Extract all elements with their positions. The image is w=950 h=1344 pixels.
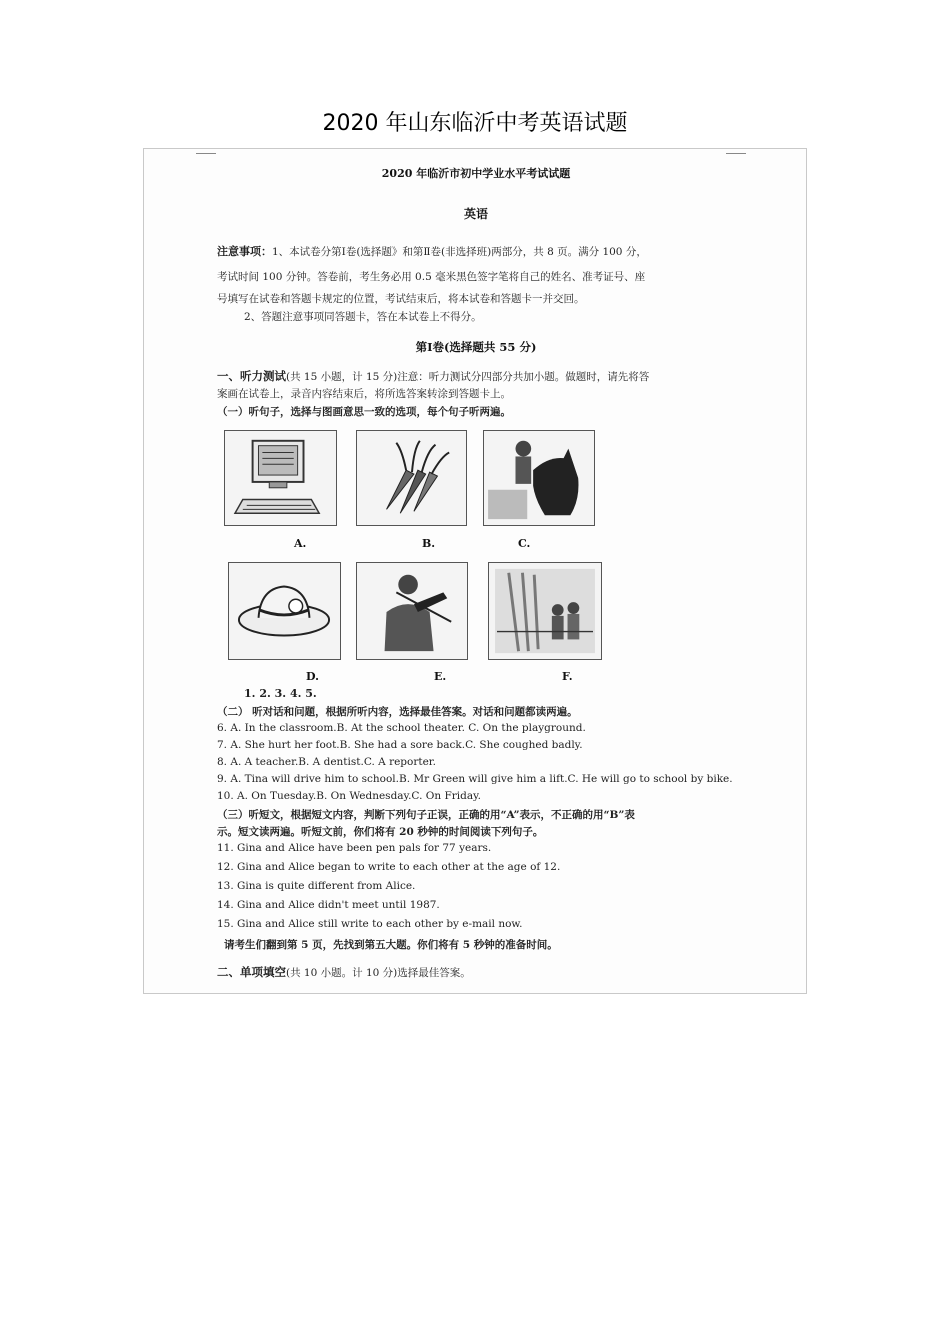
notice-line-2: 考试时间 100 分钟。答卷前，考生务必用 0.5 毫米黑色签字笔将自己的姓名、准考证号、座 (217, 271, 646, 283)
notice-line-4: 2、答题注意事项同答题卡，答在本试卷上不得分。 (244, 311, 482, 323)
sub-section-3-line-2: 示。短文读两遍。听短文前，你们将有 20 秒钟的时间阅读下列句子。 (217, 826, 544, 838)
violin-player-icon (357, 563, 467, 659)
picture-label-e: E. (434, 670, 447, 683)
question-15: 15. Gina and Alice still write to each other by e-mail now. (217, 918, 523, 930)
exam-subject: 英语 (463, 207, 488, 221)
section-2-desc: (共 10 小题。计 10 分)选择最佳答案。 (286, 967, 471, 979)
question-14: 14. Gina and Alice didn't meet until 1987. (217, 899, 440, 911)
part1-title: 第Ⅰ卷(选择题共 55 分) (415, 340, 537, 354)
notice-line-1 (217, 243, 647, 259)
exam-title: 2020 年临沂市初中学业水平考试试题 (381, 167, 571, 180)
waterfall-icon (489, 563, 601, 659)
page-title: 2020 年山东临沂中考英语试题 (322, 111, 628, 136)
question-12: 12. Gina and Alice began to write to each other at the age of 12. (217, 861, 561, 873)
picture-b (356, 430, 467, 526)
question-10: 10. A. On Tuesday.B. On Wednesday.C. On Friday. (217, 790, 481, 802)
crop-mark (196, 153, 216, 154)
question-6: 6. A. In the classroom.B. At the school theater. C. On the playground. (217, 722, 586, 734)
turn-page-note: 请考生们翻到第 5 页，先找到第五大题。你们将有 5 秒钟的准备时间。 (224, 939, 558, 951)
picture-label-d: D. (306, 670, 319, 683)
sub-section-2: （二） 听对话和问题，根据所听内容，选择最佳答案。对话和问题都读两遍。 (217, 706, 578, 718)
sub-section-1: （一）听句子，选择与图画意思一致的选项，每个句子听两遍。 (217, 406, 511, 418)
listening-intro (217, 368, 649, 384)
picture-label-a: A. (294, 537, 307, 550)
picture-label-c: C. (518, 537, 531, 550)
question-11: 11. Gina and Alice have been pen pals for 77 years. (217, 842, 492, 854)
notice-line-3: 号填写在试卷和答题卡规定的位置，考试结束后，将本试卷和答题卡一并交回。 (217, 293, 585, 305)
question-9: 9. A. Tina will drive him to school.B. Mr Green will give him a lift.C. He will go to school by bike. (217, 773, 733, 785)
horse-rider-icon (484, 431, 594, 525)
picture-f (488, 562, 602, 660)
carrots-icon (357, 431, 466, 525)
section-2-head: 二、单项填空 (217, 965, 286, 979)
answer-line: 1. 2. 3. 4. 5. (244, 687, 317, 700)
picture-a (224, 430, 337, 526)
listening-desc: (共 15 小题，计 15 分)注意：听力测试分四部分共加小题。做题时，请先将答 (286, 371, 650, 383)
sub-section-3-line-1: （三）听短文，根据短文内容，判断下列句子正误，正确的用“A”表示，不正确的用“B”表 (217, 809, 635, 821)
notice-text: 1、本试卷分第Ⅰ卷(选择题》和第Ⅱ卷(非选择班)两部分，共 8 页。满分 100 分， (272, 246, 647, 258)
section-2-intro (217, 964, 471, 980)
question-8: 8. A. A teacher.B. A dentist.C. A reporter. (217, 756, 437, 768)
hat-icon (229, 563, 340, 659)
notice-label: 注意事项： (217, 245, 272, 258)
picture-label-f: F. (562, 670, 573, 683)
listening-head: 一、听力测试 (217, 369, 286, 383)
picture-label-b: B. (422, 537, 436, 550)
picture-d (228, 562, 341, 660)
question-7: 7. A. She hurt her foot.B. She had a sore back.C. She coughed badly. (217, 739, 583, 751)
question-13: 13. Gina is quite different from Alice. (217, 880, 416, 892)
picture-c (483, 430, 595, 526)
computer-icon (225, 431, 336, 525)
listening-desc-2: 案画在试卷上，录音内容结束后，将所选答案转涂到答题卡上。 (217, 388, 511, 400)
exam-scan (143, 148, 807, 994)
crop-mark (726, 153, 746, 154)
picture-e (356, 562, 468, 660)
